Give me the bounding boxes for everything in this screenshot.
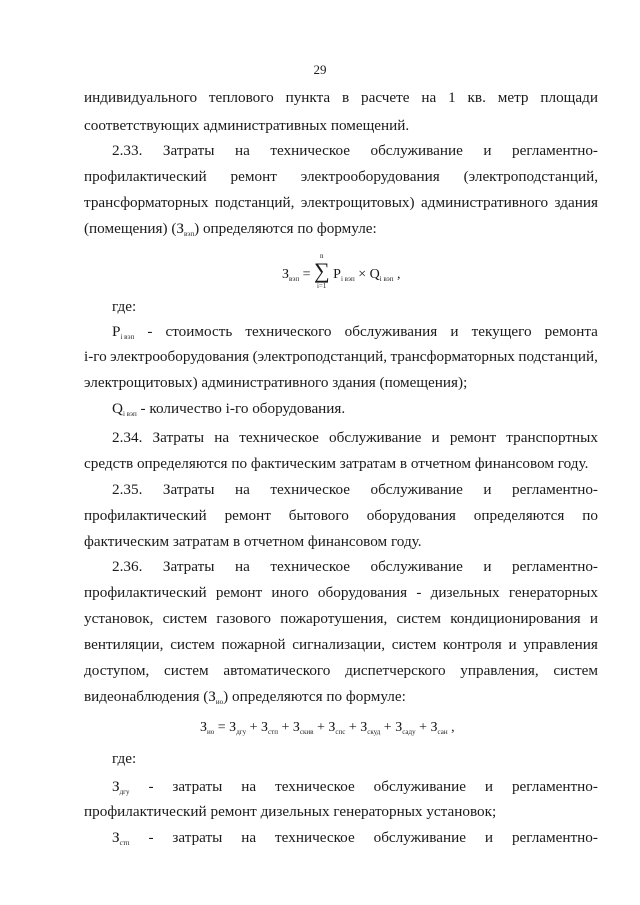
word: на [241, 829, 257, 846]
word: управления [523, 636, 598, 653]
text-line [112, 828, 598, 853]
word: (электроподстанций, [252, 348, 388, 365]
word: и [589, 610, 598, 627]
word: затраты [172, 778, 223, 795]
word: по [582, 507, 598, 524]
subscript: стп [119, 839, 130, 847]
word: Затраты [152, 429, 205, 446]
word: обслуживание [370, 558, 463, 575]
word: затраты [172, 829, 223, 846]
text-fragment: средств определяются по фактическим затратам в отчетном финансовом году. [84, 455, 589, 472]
word: газового [216, 610, 272, 627]
symbol: Q [369, 267, 380, 282]
word: профилактический [84, 168, 207, 185]
text-line [84, 583, 598, 603]
word: регламентно- [511, 481, 598, 498]
word: метр [497, 89, 529, 106]
text-line [112, 557, 598, 577]
formula-io [200, 720, 455, 736]
word: на [421, 89, 437, 106]
subscript: ио [207, 728, 215, 736]
subscript: дгу [236, 728, 247, 736]
symbol: З [229, 720, 237, 735]
word: регламентно- [511, 558, 598, 575]
text-line [84, 687, 598, 712]
word: кондиционирования [450, 610, 581, 627]
word: индивидуального [84, 89, 198, 106]
word: - [148, 829, 154, 846]
word: административного [421, 194, 549, 211]
sum-upper-limit: n [319, 252, 324, 260]
word: систем [391, 636, 437, 653]
formula-vep [282, 252, 401, 290]
word: - [416, 584, 422, 601]
text-line [84, 454, 598, 474]
word: 2.36. [112, 558, 143, 575]
word: оборудования [317, 584, 408, 601]
word: обслуживание [329, 429, 422, 446]
word: ремонт [215, 584, 263, 601]
word: техническое [275, 829, 355, 846]
word: теплового [208, 89, 274, 106]
text-line [112, 480, 598, 500]
symbol: З [360, 720, 368, 735]
word: регламентно- [511, 829, 598, 846]
subscript: i вэп [120, 333, 135, 341]
text-line [84, 609, 598, 629]
word: электрооборудования [300, 168, 440, 185]
word: и [483, 481, 492, 498]
subscript: скив [299, 728, 314, 736]
word: электрощитовых) [300, 194, 415, 211]
word: техническое [270, 481, 350, 498]
word: 1 [448, 89, 456, 106]
where-label: где: [112, 750, 137, 767]
subscript: стп [268, 728, 278, 736]
word: и [431, 429, 440, 446]
times-sign: × [354, 267, 370, 282]
word: вентиляции, [84, 636, 164, 653]
subscript: вэп [184, 230, 195, 238]
subscript: i вэп [379, 275, 394, 283]
symbol: P [112, 323, 121, 340]
word: автоматического [223, 662, 331, 679]
word: контроля [443, 636, 502, 653]
word: обслуживание [373, 829, 466, 846]
word: ремонт [230, 168, 277, 185]
subscript: саду [402, 728, 416, 736]
subscript: ио [215, 698, 224, 706]
word: (электроподстанций, [463, 168, 598, 185]
word: на [234, 481, 250, 498]
text-line [112, 322, 598, 347]
word: здания [554, 194, 598, 211]
word: систем [164, 662, 209, 679]
symbol-p [112, 322, 134, 347]
text-line [84, 373, 598, 393]
word: бытового [288, 507, 349, 524]
word: транспортных [506, 429, 598, 446]
word: систем [553, 662, 598, 679]
word: обслуживание [373, 778, 466, 795]
symbol: З [282, 267, 290, 282]
text-line [84, 219, 598, 244]
text-line [84, 167, 598, 187]
word: техническое [270, 142, 350, 159]
text-fragment: профилактический ремонт дизельных генераторных установок; [84, 803, 497, 820]
plus-sign: + [246, 720, 262, 735]
word: сигнализации, [292, 636, 385, 653]
text-fragment: ) определяются по формуле: [194, 220, 377, 237]
word: в [342, 89, 350, 106]
where-label: где: [112, 298, 137, 315]
plus-sign: + [415, 720, 431, 735]
word: обслуживание [370, 142, 463, 159]
word: Затраты [162, 481, 215, 498]
word: и [483, 558, 492, 575]
sum-lower-limit: i=1 [316, 282, 327, 290]
plus-sign: + [313, 720, 329, 735]
word: i-го [84, 348, 107, 365]
word: систем [162, 610, 208, 627]
text-line [112, 399, 598, 424]
page-number: 29 [313, 62, 327, 77]
subscript: дгу [119, 788, 130, 796]
word: доступом, [84, 662, 150, 679]
word: Затраты [162, 142, 215, 159]
text-fragment: (помещения) (З [84, 220, 185, 237]
subscript: скуд [367, 728, 381, 736]
word: регламентно- [511, 778, 598, 795]
word: - [148, 778, 154, 795]
word: пункта [285, 89, 331, 106]
word: на [234, 142, 250, 159]
word: ремонта [544, 323, 598, 340]
word: и [484, 778, 494, 795]
word: управления, [460, 662, 539, 679]
subscript: i вэп [122, 410, 137, 418]
text-line [112, 749, 598, 769]
word: оборудования [366, 507, 456, 524]
comma: , [447, 720, 455, 735]
word: Затраты [162, 558, 215, 575]
word: подстанций, [214, 194, 295, 211]
symbol: З [328, 720, 336, 735]
text-line [84, 347, 598, 367]
word: пожаротушения, [280, 610, 388, 627]
text-line [84, 116, 598, 136]
word: регламентно- [511, 142, 598, 159]
word: кв. [467, 89, 486, 106]
word: расчете [361, 89, 410, 106]
word: технического [245, 323, 332, 340]
text-line [84, 635, 598, 655]
symbol: З [430, 720, 438, 735]
text-line [84, 88, 598, 108]
comma: , [393, 267, 401, 282]
subscript: сан [437, 728, 448, 736]
word: техническое [275, 778, 355, 795]
subscript: i вэп [340, 275, 355, 283]
formula-lhs [282, 267, 299, 282]
equals-sign: = [214, 720, 230, 735]
symbol: З [112, 778, 120, 795]
word: обслуживание [370, 481, 463, 498]
text-fragment: электрощитовых) административного здания (помещения); [84, 374, 468, 391]
text-fragment: видеонаблюдения (З [84, 688, 216, 705]
word: иного [271, 584, 309, 601]
word: ремонт [449, 429, 497, 446]
text-line [84, 802, 598, 822]
text-line [84, 661, 598, 681]
text-fragment: - количество i-го оборудования. [136, 400, 346, 417]
word: обслуживания [344, 323, 438, 340]
symbol-dgu [112, 777, 130, 802]
word: электрооборудования [110, 348, 250, 365]
word: стоимость [165, 323, 233, 340]
word: и [450, 323, 459, 340]
word: профилактический [84, 584, 207, 601]
word: - [147, 323, 153, 340]
word: площади [540, 89, 598, 106]
word: техническое [270, 558, 350, 575]
symbol: P [329, 267, 341, 282]
word: пожарной [221, 636, 286, 653]
plus-sign: + [277, 720, 293, 735]
word: на [214, 429, 230, 446]
symbol: З [395, 720, 403, 735]
text-fragment: ) определяются по формуле: [223, 688, 406, 705]
word: 2.33. [112, 142, 143, 159]
sigma: ∑ [313, 258, 330, 283]
plus-sign: + [380, 720, 396, 735]
symbol: З [292, 720, 300, 735]
text-line [112, 297, 598, 317]
text-line [84, 532, 598, 552]
symbol: З [261, 720, 269, 735]
word: 2.34. [112, 429, 143, 446]
word: установок, [84, 610, 154, 627]
symbol: З [112, 829, 120, 846]
word: на [241, 778, 257, 795]
text-line [112, 777, 598, 802]
word: определяются [473, 507, 565, 524]
word: диспетчерского [345, 662, 446, 679]
word: текущего [471, 323, 532, 340]
text-line [112, 428, 598, 448]
plus-sign: + [345, 720, 361, 735]
word: систем [170, 636, 215, 653]
word: трансформаторных [84, 194, 209, 211]
word: генераторных [508, 584, 598, 601]
equals-sign: = [299, 267, 314, 282]
text-line [84, 506, 598, 526]
word: 2.35. [112, 481, 143, 498]
symbol: Q [112, 400, 123, 417]
word: и [483, 142, 492, 159]
word: трансформаторных [390, 348, 515, 365]
word: ремонт [224, 507, 271, 524]
word: и [508, 636, 517, 653]
symbol: З [200, 720, 208, 735]
word: подстанций, [518, 348, 598, 365]
text-fragment: соответствующих административных помещений. [84, 117, 410, 134]
text-fragment: фактическим затратам в отчетном финансовом году. [84, 533, 422, 550]
subscript: вэп [289, 275, 300, 283]
word: и [484, 829, 494, 846]
word: на [234, 558, 250, 575]
subscript: спс [335, 728, 346, 736]
text-line [84, 193, 598, 213]
word: дизельных [430, 584, 500, 601]
symbol-stp [112, 828, 130, 853]
word: систем [396, 610, 442, 627]
text-line [112, 141, 598, 161]
word: профилактический [84, 507, 207, 524]
word: техническое [239, 429, 319, 446]
summation-sign [313, 252, 330, 290]
